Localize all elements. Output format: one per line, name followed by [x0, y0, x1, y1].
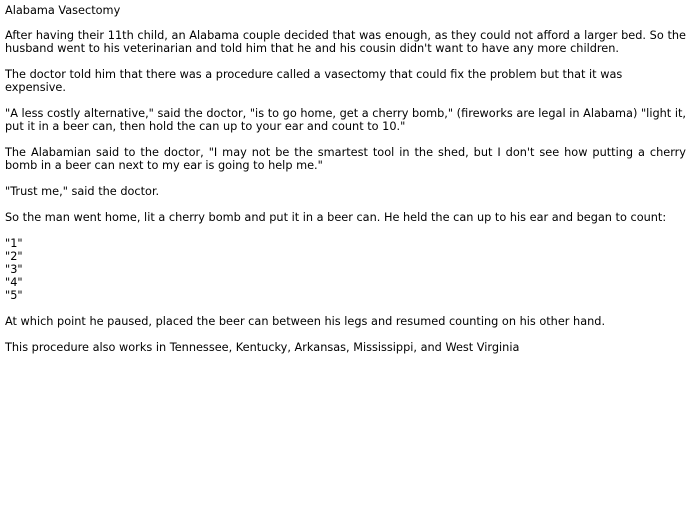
- paragraph-intro: After having their 11th child, an Alabama couple decided that was enough, as they could not afford a larger bed. So the husband went to his veterinarian and told him that he and his cousin didn't want to have any more children.: [5, 29, 686, 55]
- count-item: "2": [5, 250, 23, 263]
- count-list: [5, 237, 686, 302]
- count-item: "3": [5, 263, 23, 276]
- paragraph-also-works: This procedure also works in Tennessee, Kentucky, Arkansas, Mississippi, and West Virginia: [5, 341, 520, 354]
- document-title: Alabama Vasectomy: [5, 4, 121, 17]
- document-body: [5, 4, 686, 367]
- paragraph-paused: At which point he paused, placed the beer can between his legs and resumed counting on his other hand.: [5, 315, 606, 328]
- paragraph-alternative: "A less costly alternative," said the doctor, "is to go home, get a cherry bomb," (fireworks are legal in Alabama) "light it, put it in a beer can, then hold the can up to your ear and count to 10.": [5, 107, 686, 133]
- paragraph-procedure: The doctor told him that there was a procedure called a vasectomy that could fix the problem but that it was expensive.: [5, 68, 623, 94]
- count-item: "1": [5, 237, 23, 250]
- paragraph-went-home: So the man went home, lit a cherry bomb and put it in a beer can. He held the can up to his ear and began to count:: [5, 211, 667, 224]
- paragraph-reply: The Alabamian said to the doctor, "I may not be the smartest tool in the shed, but I don't see how putting a cherry bomb in a beer can next to my ear is going to help me.": [5, 146, 686, 172]
- paragraph-trust: "Trust me," said the doctor.: [5, 185, 160, 198]
- count-item: "4": [5, 276, 23, 289]
- count-item: "5": [5, 289, 23, 302]
